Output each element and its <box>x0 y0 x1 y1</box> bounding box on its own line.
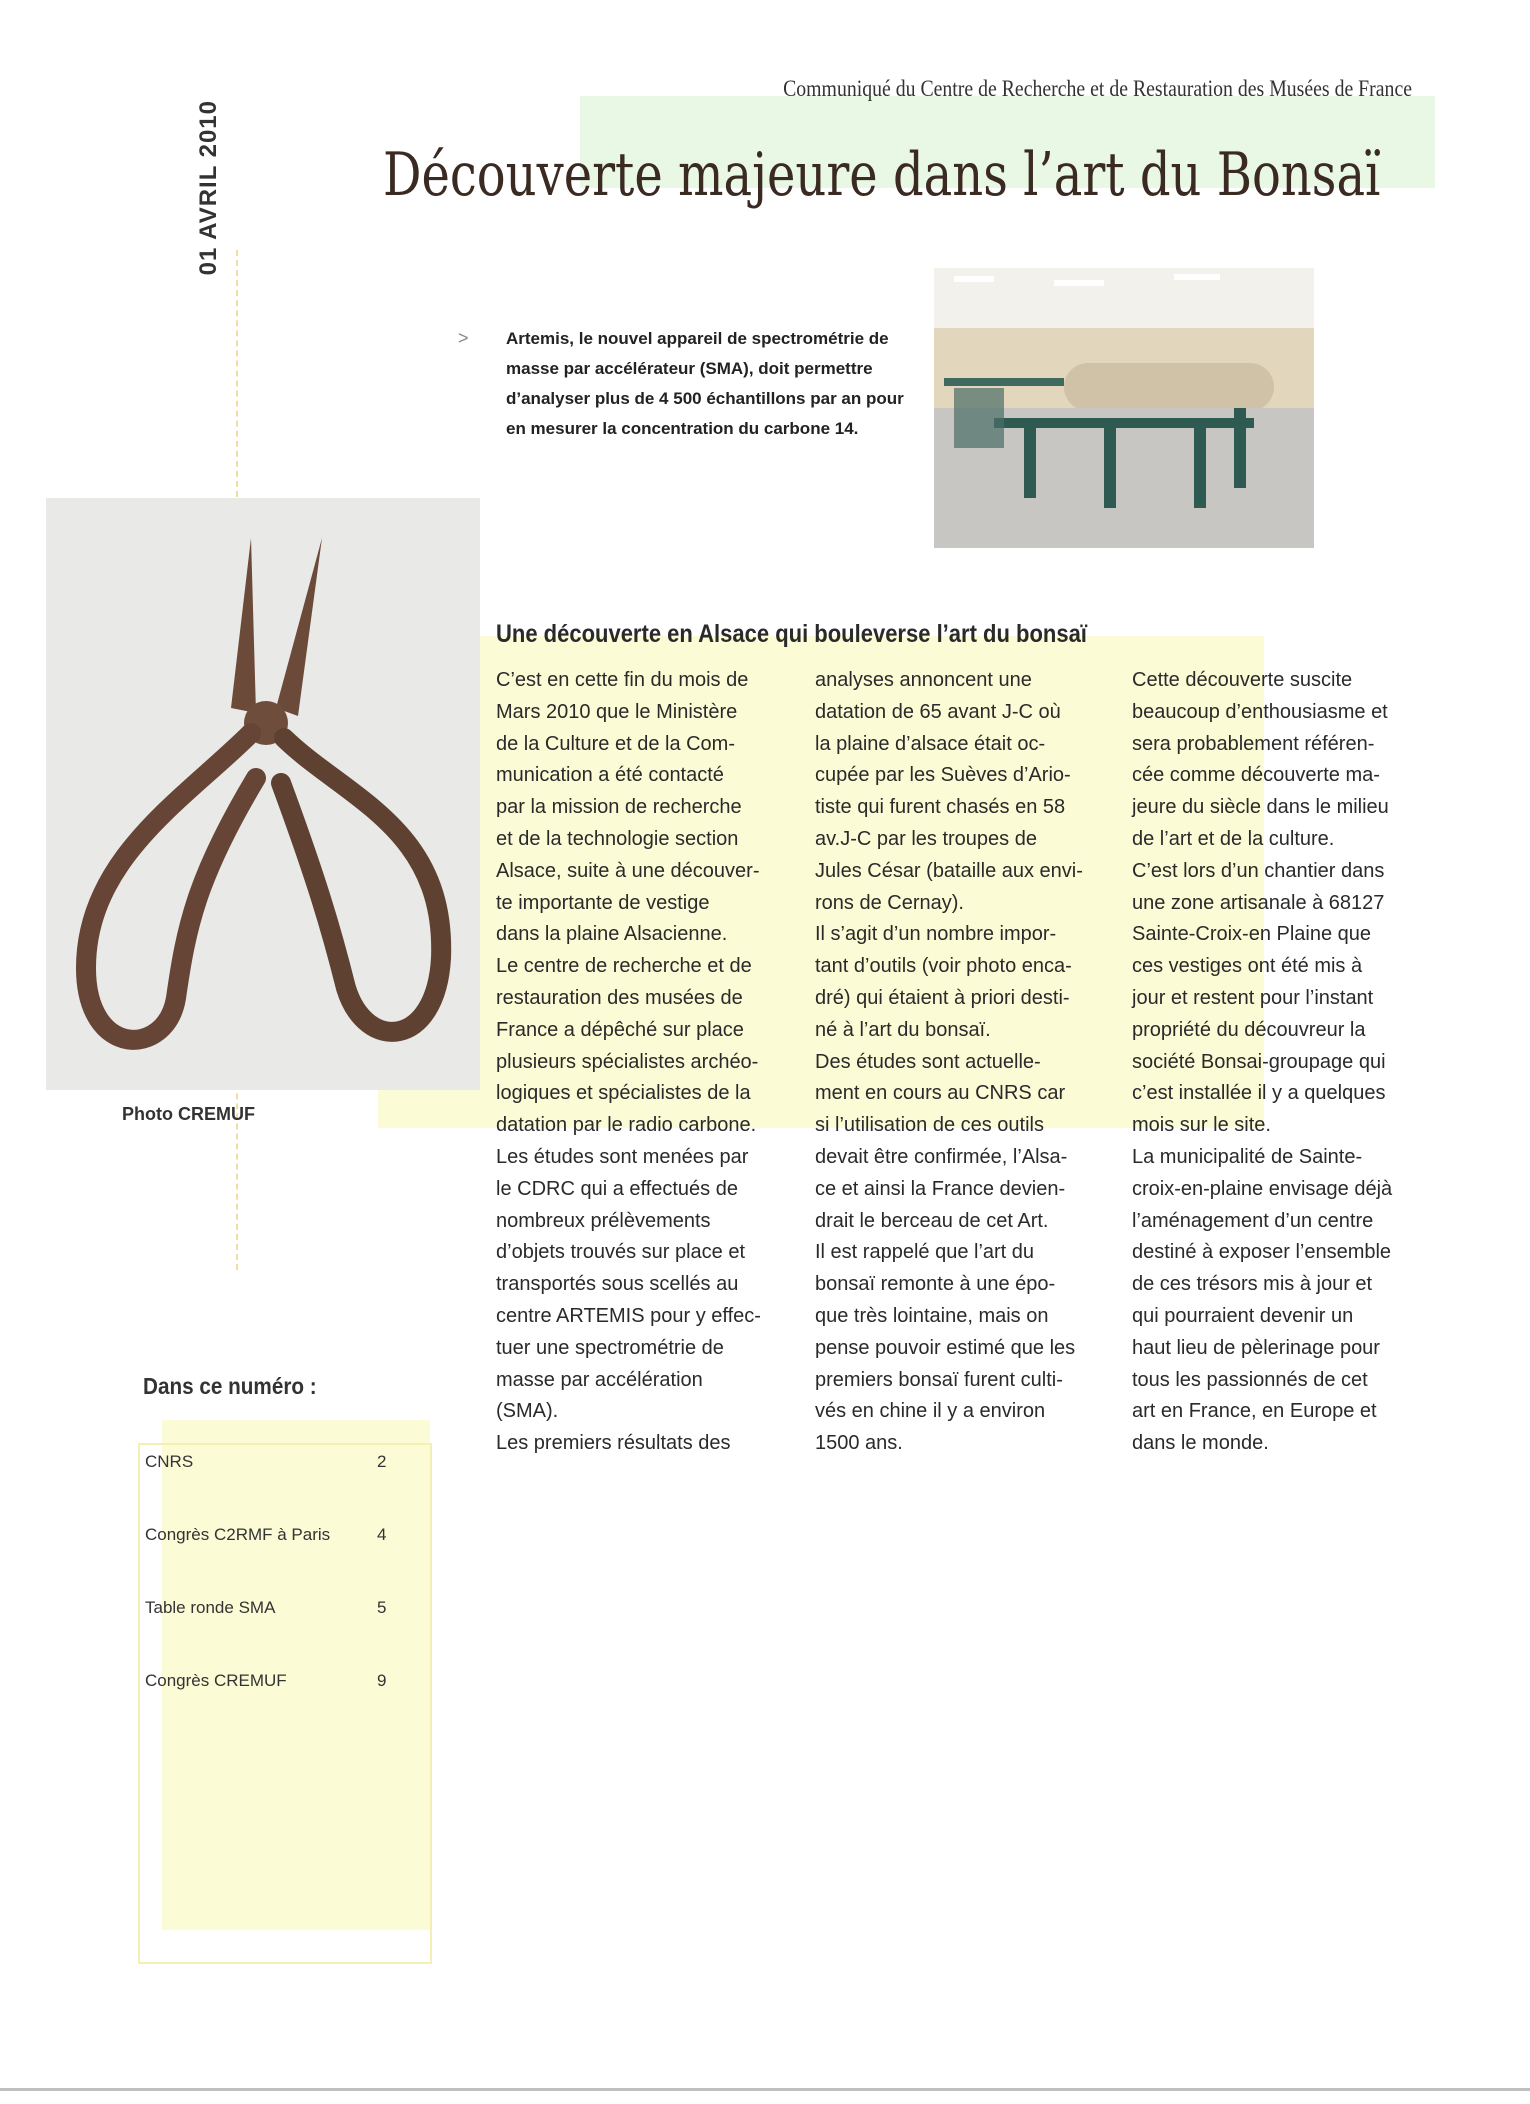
article-line: datation par le radio carbone. <box>496 1114 757 1137</box>
article-line: restauration des musées de <box>496 986 743 1009</box>
article-line: tous les passionnés de cet <box>1132 1368 1368 1391</box>
article-line: Cette découverte suscite <box>1132 669 1353 691</box>
article-line: logiques et spécialistes de la <box>496 1082 751 1105</box>
article-line: Il est rappelé que l’art du <box>815 1241 1035 1264</box>
article-column-1 <box>496 665 816 1460</box>
article-line: La municipalité de Sainte- <box>1132 1145 1363 1168</box>
article-line: qui pourraient devenir un <box>1132 1304 1354 1327</box>
scissors-illustration <box>46 498 480 1090</box>
article-line: plusieurs spécialistes archéo- <box>496 1050 759 1073</box>
article-line: Jules César (bataille aux envi- <box>815 859 1083 882</box>
toc-item-page: 2 <box>377 1452 387 1471</box>
article-line: art en France, en Europe et <box>1132 1400 1377 1423</box>
article-line: premiers bonsaï furent culti- <box>815 1368 1063 1391</box>
article-line: cée comme découverte ma- <box>1132 764 1380 787</box>
article-line: centre ARTEMIS pour y effec- <box>496 1304 761 1327</box>
article-line: de la Culture et de la Com- <box>496 732 736 755</box>
article-line: C’est lors d’un chantier dans <box>1132 859 1385 882</box>
article-line: rons de Cernay). <box>815 891 964 914</box>
article-line: nombreux prélèvements <box>496 1209 711 1232</box>
article-line: Le centre de recherche et de <box>496 955 752 978</box>
article-line: mois sur le site. <box>1132 1114 1271 1137</box>
article-line: masse par accélération <box>496 1368 703 1391</box>
article-line: c’est installée il y a quelques <box>1132 1082 1386 1105</box>
page-bottom-rule <box>0 2088 1530 2091</box>
toc-item[interactable] <box>145 1525 395 1545</box>
article-line: ce et ainsi la France devien- <box>815 1177 1066 1200</box>
article-line: (SMA). <box>496 1400 559 1423</box>
article-line: vés en chine il y a environ <box>815 1400 1046 1423</box>
article-line: pense pouvoir estimé que les <box>815 1336 1076 1359</box>
article-line: de ces trésors mis à jour et <box>1132 1273 1373 1296</box>
toc-item-label: CNRS <box>145 1452 194 1471</box>
article-line: destiné à exposer l’ensemble <box>1132 1241 1392 1264</box>
lab-photo-illustration <box>934 268 1314 548</box>
article-line: Il s’agit d’un nombre impor- <box>815 923 1057 946</box>
toc-item-label: Congrès C2RMF à Paris <box>145 1525 331 1544</box>
article-line: tant d’outils (voir photo enca- <box>815 955 1072 978</box>
article-column-3 <box>1132 665 1452 1460</box>
toc-box <box>138 1443 432 1964</box>
page-title: Découverte majeure dans l’art du Bonsaï <box>383 140 1381 210</box>
article-line: dans le monde. <box>1132 1432 1269 1455</box>
article-line: bonsaï remonte à une épo- <box>815 1273 1056 1296</box>
bullet-icon: > <box>458 328 469 348</box>
article-line: beaucoup d’enthousiasme et <box>1132 700 1388 723</box>
article-column-2 <box>815 665 1135 1460</box>
scissors-photo <box>46 498 480 1090</box>
article-line: Des études sont actuelle- <box>815 1050 1041 1073</box>
article-line: av.J-C par les troupes de <box>815 827 1037 850</box>
article-line: dans la plaine Alsacienne. <box>496 923 728 946</box>
communique-line: Communiqué du Centre de Recherche et de Restauration des Musées de France <box>783 76 1412 101</box>
article-line: sera probablement référen- <box>1132 732 1375 755</box>
article-line: né à l’art du bonsaï. <box>815 1018 991 1041</box>
article-line: une zone artisanale à 68127 <box>1132 891 1385 914</box>
article-line: tiste qui furent chasés en 58 <box>815 796 1066 819</box>
lab-photo <box>934 268 1314 548</box>
article-line: Les études sont menées par <box>496 1145 749 1168</box>
article-line: drait le berceau de cet Art. <box>815 1209 1049 1232</box>
article-line: jeure du siècle dans le milieu <box>1132 796 1389 819</box>
article-line: la plaine d’alsace était oc- <box>815 732 1046 755</box>
article-line: Les premiers résultats des <box>496 1432 731 1455</box>
article-line: le CDRC qui a effectués de <box>496 1177 738 1200</box>
article-line: datation de 65 avant J-C où <box>815 700 1061 723</box>
toc-item-page: 4 <box>377 1525 387 1544</box>
article-line: devait être confirmée, l’Alsa- <box>815 1145 1068 1168</box>
article-line: dré) qui étaient à priori desti- <box>815 986 1070 1009</box>
article-line: France a dépêché sur place <box>496 1018 744 1041</box>
article-line: Alsace, suite à une découver- <box>496 859 760 882</box>
article-line: C’est en cette fin du mois de <box>496 669 749 691</box>
article-line: te importante de vestige <box>496 891 710 914</box>
article-line: ment en cours au CNRS car <box>815 1082 1066 1105</box>
article-line: de l’art et de la culture. <box>1132 827 1335 850</box>
article-line: tuer une spectrométrie de <box>496 1336 724 1359</box>
article-line: par la mission de recherche <box>496 796 742 819</box>
intro-caption: Artemis, le nouvel appareil de spectrométrie de masse par accélérateur (SMA), doit permettre d’analyser plus de 4 500 échantillons par an pour en mesurer la concentration du carbone 14. <box>506 329 904 438</box>
toc-item-page: 5 <box>377 1598 387 1617</box>
article-title: Une découverte en Alsace qui bouleverse l’art du bonsaï <box>496 620 1087 648</box>
article-line: transportés sous scellés au <box>496 1273 739 1296</box>
article-line: munication a été contacté <box>496 764 724 787</box>
toc-item-label: Table ronde SMA <box>145 1598 276 1617</box>
issue-date: 01 AVRIL 2010 <box>195 100 222 276</box>
article-line: si l’utilisation de ces outils <box>815 1114 1044 1137</box>
article-line: d’objets trouvés sur place et <box>496 1241 746 1264</box>
toc-item-label: Congrès CREMUF <box>145 1671 287 1690</box>
toc-item-page: 9 <box>377 1671 387 1690</box>
article-line: 1500 ans. <box>815 1432 903 1455</box>
photo-credit: Photo CREMUF <box>122 1104 255 1124</box>
article-line: Mars 2010 que le Ministère <box>496 700 738 723</box>
article-line: l’aménagement d’un centre <box>1132 1209 1374 1232</box>
article-line: jour et restent pour l’instant <box>1132 986 1374 1009</box>
toc-item[interactable] <box>145 1598 395 1618</box>
article-line: croix-en-plaine envisage déjà <box>1132 1177 1393 1200</box>
article-line: ces vestiges ont été mis à <box>1132 955 1363 978</box>
article-line: Sainte-Croix-en Plaine que <box>1132 923 1372 946</box>
toc-item[interactable] <box>145 1671 395 1691</box>
article-line: haut lieu de pèlerinage pour <box>1132 1336 1380 1359</box>
toc-title: Dans ce numéro : <box>143 1373 317 1399</box>
toc-item[interactable] <box>145 1452 395 1472</box>
article-line: que très lointaine, mais on <box>815 1304 1049 1327</box>
article-line: société Bonsai-groupage qui <box>1132 1050 1386 1073</box>
article-line: analyses annoncent une <box>815 669 1032 691</box>
article-line: cupée par les Suèves d’Ario- <box>815 764 1071 787</box>
article-line: propriété du découvreur la <box>1132 1018 1366 1041</box>
article-line: et de la technologie section <box>496 827 739 850</box>
